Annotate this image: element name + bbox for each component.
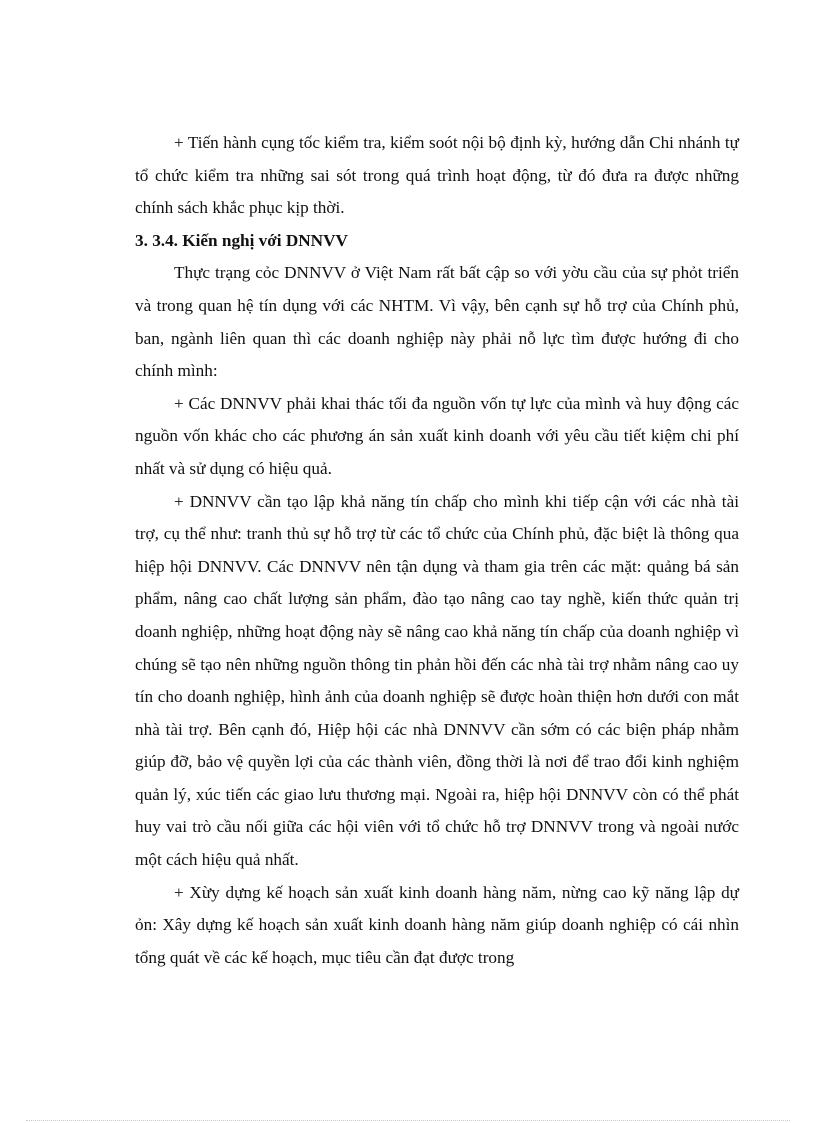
section-heading-recommendations-dnnvv: 3. 3.4. Kiến nghị với DNNVV <box>135 230 348 250</box>
paragraph-internal-audit: + Tiến hành cụng tốc kiểm tra, kiểm soót nội bộ định kỳ, hướng dẫn Chi nhánh tự tổ chức kiểm tra những sai sót trong quá trình hoạt động, từ đó đưa ra được những chính sách khắc phục kịp thời. <box>135 133 739 218</box>
paragraph-credit-capacity: + DNNVV cần tạo lập khả năng tín chấp cho mình khi tiếp cận với các nhà tài trợ, cụ thể như: tranh thủ sự hỗ trợ từ các tổ chức của Chính phủ, đặc biệt là thông qua hiệp hội DNNVV. Các DNNVV nên tận dụng và tham gia trên các mặt: quảng bá sản phẩm, nâng cao chất lượng sản phẩm, đào tạo nâng cao tay nghề, kiến thức quản trị doanh nghiệp, những hoạt động này sẽ nâng cao khả năng tín chấp của doanh nghiệp vì chúng sẽ tạo nên những nguồn thông tin phản hồi đến các nhà tài trợ nhằm nâng cao uy tín cho doanh nghiệp, hình ảnh của doanh nghiệp sẽ được hoàn thiện hơn dưới con mắt nhà tài trợ. Bên cạnh đó, Hiệp hội các nhà DNNVV cần sớm có các biện pháp nhằm giúp đỡ, bảo vệ quyền lợi của các thành viên, đồng thời là nơi để trao đổi kinh nghiệm quản lý, xúc tiến các giao lưu thương mại. Ngoài ra, hiệp hội DNNVV còn có thể phát huy vai trò cầu nối giữa các hội viên với tổ chức hỗ trợ DNNVV trong và ngoài nước một cách hiệu quả nhất. <box>135 491 739 870</box>
paragraph-current-situation: Thực trạng cỏc DNNVV ở Việt Nam rất bất cập so với yờu cầu của sự phỏt triển và trong quan hệ tín dụng với các NHTM. Vì vậy, bên cạnh sự hỗ trợ của Chính phủ, ban, ngành liên quan thì các doanh nghiệp này phải nỗ lực tìm được hướng đi cho chính mình: <box>135 263 739 381</box>
paragraph-business-plan: + Xừy dựng kế hoạch sản xuất kinh doanh hàng năm, nừng cao kỹ năng lập dự ỏn: Xây dựng kế hoạch sản xuất kinh doanh hàng năm giúp doanh nghiệp có cái nhìn tổng quát về các kế hoạch, mục tiêu cần đạt được trong <box>135 882 739 967</box>
page-bottom-divider <box>26 1120 790 1121</box>
paragraph-capital-sources: + Các DNNVV phải khai thác tối đa nguồn vốn tự lực của mình và huy động các nguồn vốn khác cho các phương án sản xuất kinh doanh với yêu cầu tiết kiệm chi phí nhất và sử dụng có hiệu quả. <box>135 393 739 478</box>
document-body <box>135 127 739 974</box>
